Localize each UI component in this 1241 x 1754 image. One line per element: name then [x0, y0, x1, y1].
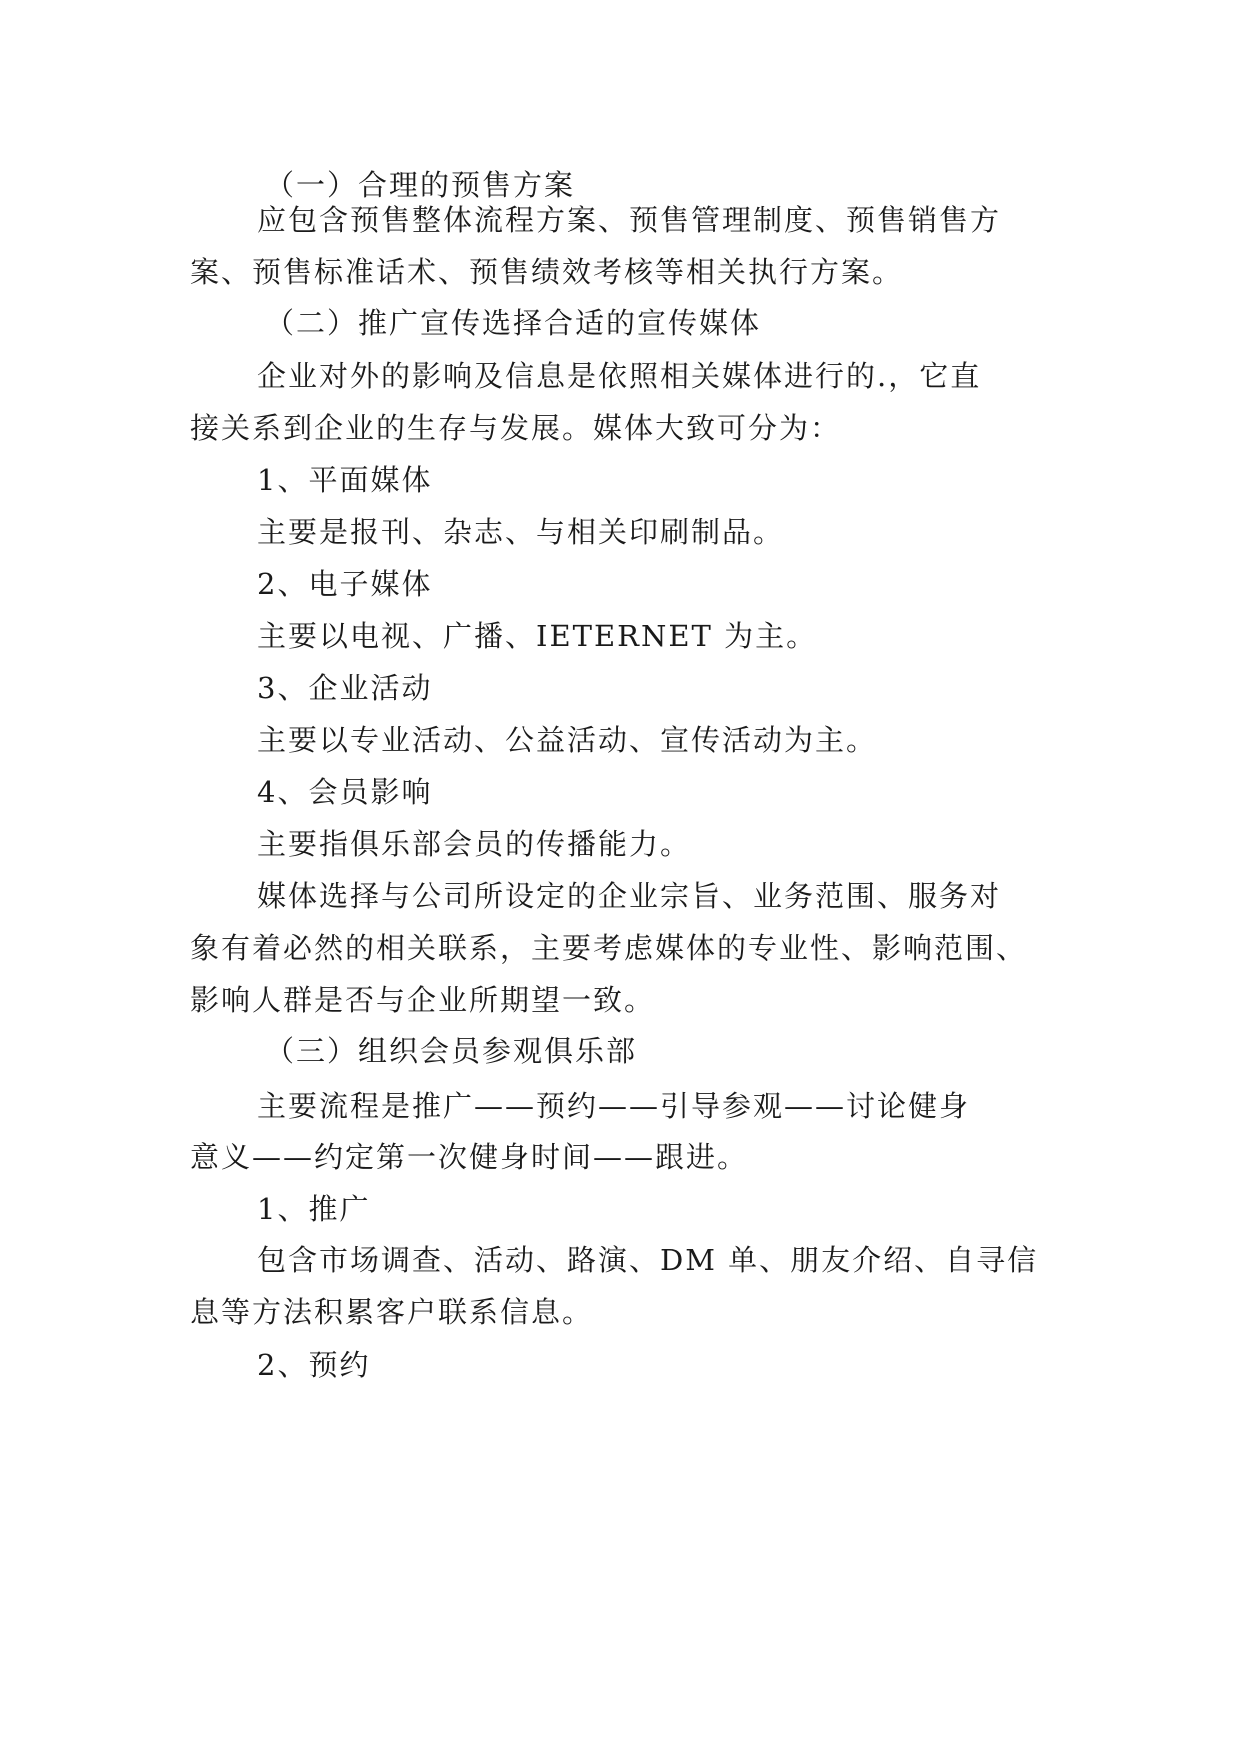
paragraph-line: 包含市场调查、活动、路演、DM 单、朋友介绍、自寻信	[257, 1243, 1039, 1277]
paragraph-line: 应包含预售整体流程方案、预售管理制度、预售销售方	[257, 203, 1002, 237]
paragraph-line: 息等方法积累客户联系信息。	[190, 1295, 594, 1329]
list-item-heading: 1、平面媒体	[257, 463, 433, 497]
paragraph-line: 接关系到企业的生存与发展。媒体大致可分为：	[190, 411, 842, 445]
paragraph-line: 企业对外的影响及信息是依照相关媒体进行的.，它直	[257, 359, 982, 393]
section-heading-2: （二）推广宣传选择合适的宣传媒体	[265, 306, 762, 340]
paragraph-line: 主要指俱乐部会员的传播能力。	[257, 827, 692, 861]
section-heading-3: （三）组织会员参观俱乐部	[265, 1034, 638, 1068]
paragraph-line: 意义——约定第一次健身时间——跟进。	[190, 1140, 749, 1174]
paragraph-line: 象有着必然的相关联系，主要考虑媒体的专业性、影响范围、	[190, 931, 1028, 965]
paragraph-line: 主要是报刊、杂志、与相关印刷制品。	[257, 515, 785, 549]
list-item-heading: 3、企业活动	[257, 671, 433, 705]
section-heading-1: （一）合理的预售方案	[265, 168, 576, 202]
list-item-heading: 2、电子媒体	[257, 567, 433, 601]
paragraph-line: 影响人群是否与企业所期望一致。	[190, 983, 656, 1017]
list-item-heading: 1、推广	[257, 1192, 371, 1226]
paragraph-line: 主要流程是推广——预约——引导参观——讨论健身	[257, 1089, 971, 1123]
paragraph-line: 主要以专业活动、公益活动、宣传活动为主。	[257, 723, 878, 757]
paragraph-line: 媒体选择与公司所设定的企业宗旨、业务范围、服务对	[257, 879, 1002, 913]
paragraph-line: 案、预售标准话术、预售绩效考核等相关执行方案。	[190, 255, 904, 289]
paragraph-line: 主要以电视、广播、IETERNET 为主。	[257, 619, 818, 653]
list-item-heading: 4、会员影响	[257, 775, 433, 809]
list-item-heading: 2、预约	[257, 1348, 371, 1382]
